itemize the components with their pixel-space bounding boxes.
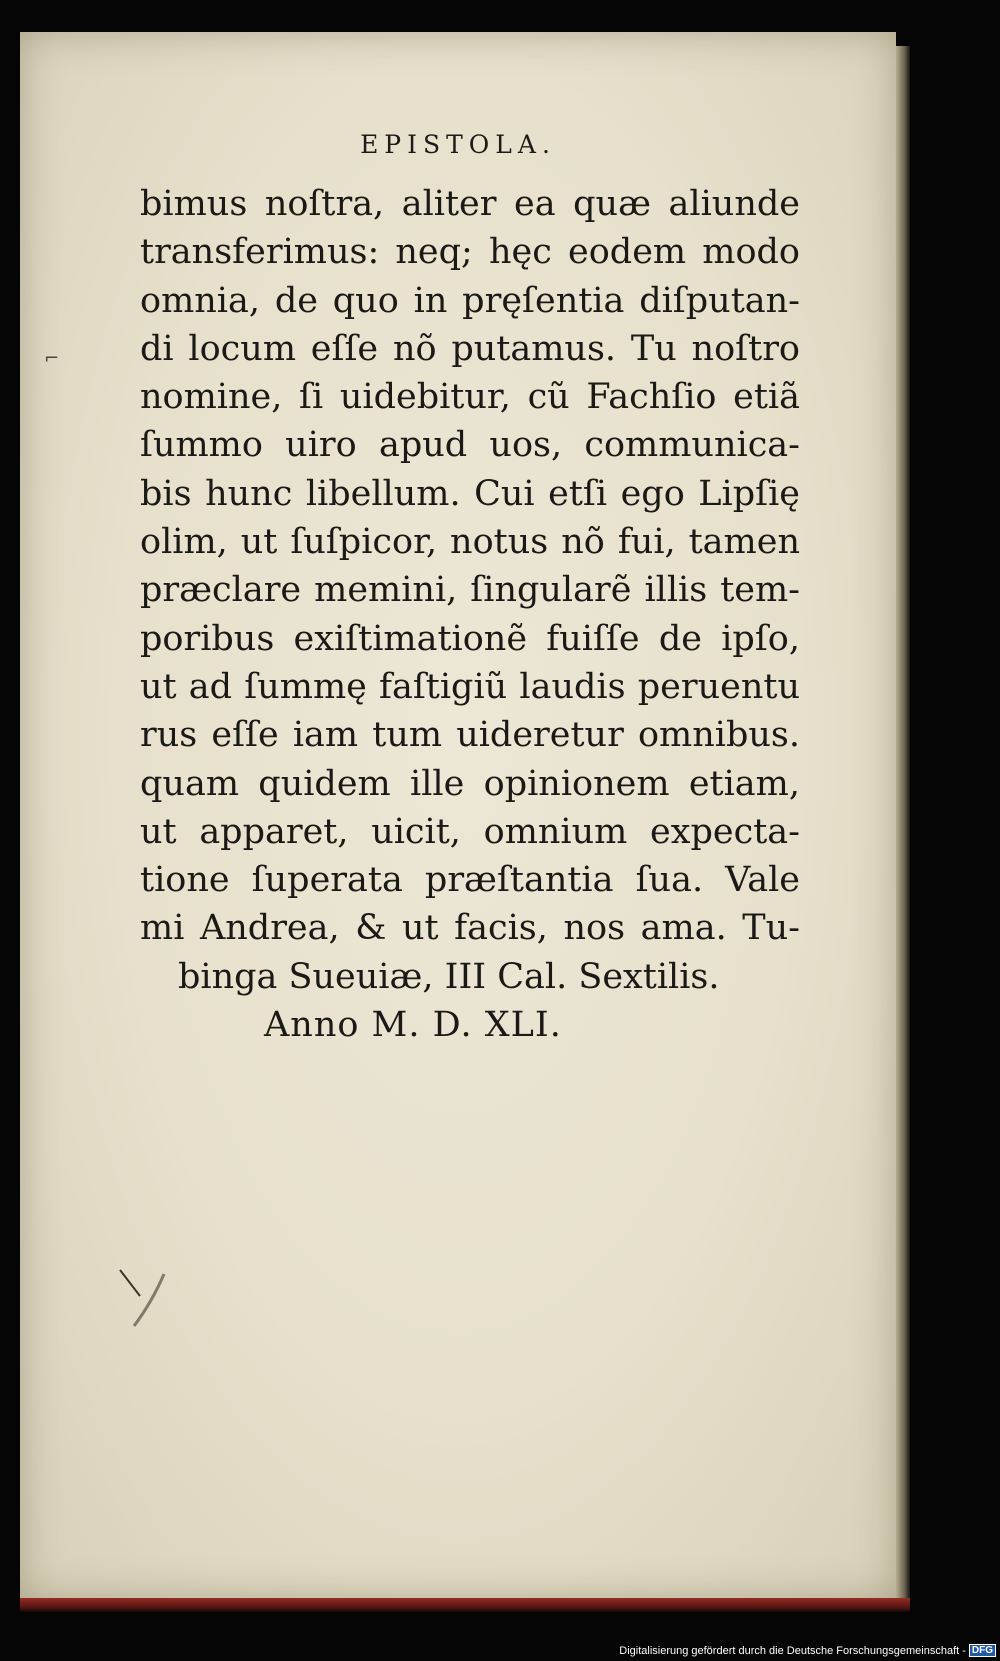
text-line: ſummo uiro apud uos, communica- (140, 425, 800, 466)
text-line: poribus exiſtimationẽ fuiſſe de ipſo, (140, 618, 800, 659)
closing-place-date: binga Sueuiæ, III Cal. Sextilis. (178, 956, 720, 997)
text-line: transferimus: neq; hęc eodem modo (140, 232, 800, 273)
text-line: omnia, de quo in pręſentia diſputan- (140, 280, 800, 321)
footer-separator: - (962, 1644, 966, 1657)
text-line: olim, ut ſuſpicor, notus nõ fui, tamen (140, 522, 800, 563)
text-line: tione ſuperata præſtantia ſua. Vale (140, 860, 800, 901)
text-line: quam quidem ille opinionem etiam, (140, 763, 800, 804)
marginal-mark: ⌐ (44, 348, 60, 369)
text-line: ut ad ſummę faſtigiũ laudis peruentu (140, 666, 800, 707)
text-line: nomine, ſi uidebitur, cũ Fachſio etiã (140, 377, 800, 418)
text-line: bis hunc libellum. Cui etſi ego Lipſię (140, 473, 800, 514)
text-line: mi Andrea, & ut facis, nos ama. Tu- (140, 908, 800, 949)
dfg-logo-icon: DFG (969, 1644, 996, 1657)
stain-mark-icon (112, 1262, 182, 1332)
page-edge-bottom (20, 1598, 910, 1612)
footer-credit (619, 1644, 996, 1657)
text-line: rus eſſe iam tum uideretur omnibus. (140, 715, 800, 756)
text-line: præclare memini, ſingularẽ illis tem- (140, 570, 800, 611)
text-line: ut apparet, uicit, omnium expecta- (140, 811, 800, 852)
running-head: EPISTOLA. (360, 130, 556, 159)
footer-credit-text: Digitalisierung gefördert durch die Deutsche Forschungsgemeinschaft (619, 1644, 960, 1657)
text-line: di locum eſſe nõ putamus. Tu noſtro (140, 328, 800, 369)
body-text (140, 180, 800, 1049)
text-line: bimus noſtra, aliter ea quæ aliunde (140, 184, 800, 224)
page-edge-right (896, 46, 910, 1606)
book-page (20, 32, 896, 1600)
closing-year: Anno M. D. XLI. (264, 1005, 562, 1046)
